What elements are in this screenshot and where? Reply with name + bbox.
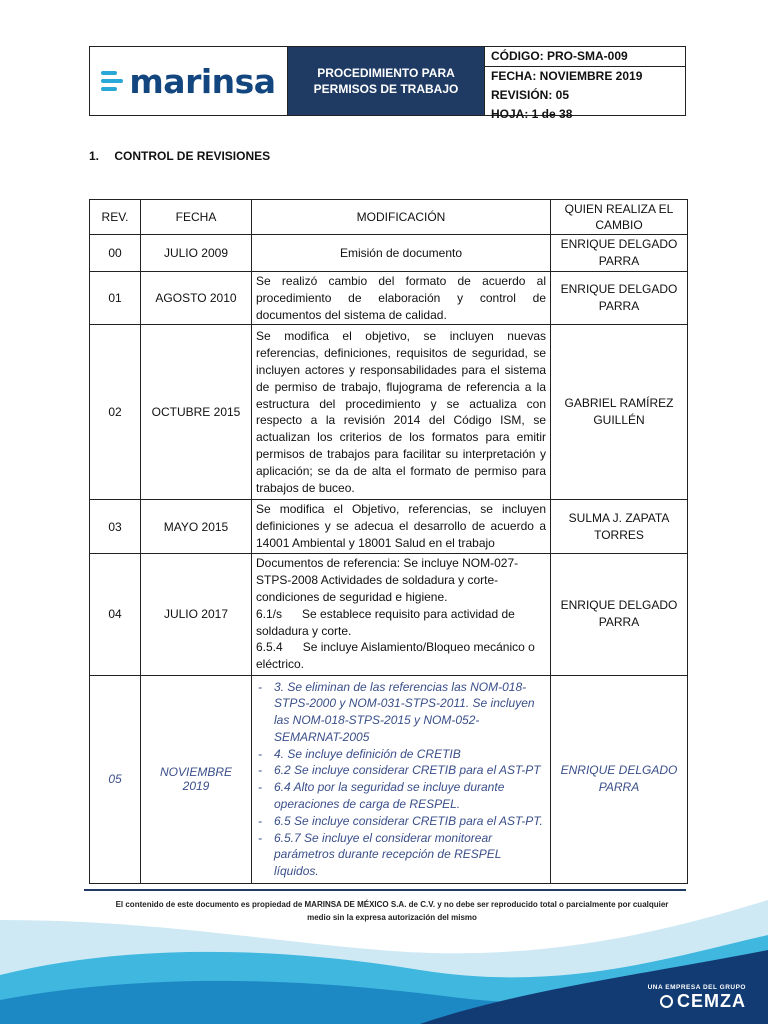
cell-author: GABRIEL RAMÍREZ GUILLÉN	[551, 325, 688, 500]
modification-line: 6.5.4 Se incluye Aislamiento/Bloqueo mecánico o eléctrico.	[256, 640, 539, 672]
header-modification: MODIFICACIÓN	[252, 200, 551, 235]
disclaimer-line-2: medio sin la expresa autorización del mismo	[307, 913, 477, 922]
cell-date: JULIO 2009	[141, 235, 252, 272]
brand-logo	[648, 991, 746, 1012]
cell-rev: 04	[90, 553, 141, 675]
cell-rev: 03	[90, 500, 141, 553]
table-row	[90, 553, 688, 675]
list-item: - 6.2 Se incluye considerar CRETIB para el AST-PT	[274, 762, 546, 779]
list-item: - 3. Se eliminan de las referencias las NOM-018-STPS-2000 y NOM-031-STPS-2011. Se incluyen las NOM-018-STPS-2015 y NOM-052-SEMARNAT-2005	[274, 679, 546, 746]
table-row	[90, 325, 688, 500]
brand-name: CEMZA	[677, 991, 746, 1011]
disclaimer-line-1: El contenido de este documento es propiedad de MARINSA DE MÉXICO S.A. de C.V. y no debe ser reproducido total o parcialmente por cualquier	[115, 900, 669, 909]
document-header	[89, 46, 686, 121]
document-sheet: HOJA: 1 de 38	[491, 107, 573, 121]
document-title	[288, 47, 485, 115]
logo-text: marinsa	[129, 61, 276, 101]
list-item: - 6.4 Alto por la seguridad se incluye durante operaciones de carga de RESPEL.	[274, 779, 546, 813]
table-row	[90, 675, 688, 883]
cell-modification	[252, 553, 551, 675]
list-item: - 6.5 Se incluye considerar CRETIB para el AST-PT.	[274, 813, 546, 830]
cell-date: NOVIEMBRE 2019	[141, 675, 252, 883]
list-item: - 6.5.7 Se incluye el considerar monitorear parámetros durante recepción de RESPEL líquidos.	[274, 830, 546, 880]
cell-date: JULIO 2017	[141, 553, 252, 675]
title-line-1: PROCEDIMIENTO PARA	[317, 66, 455, 80]
company-logo	[90, 47, 288, 115]
modification-line: 6.1/s Se establece requisito para actividad de soldadura y corte.	[256, 606, 519, 638]
cell-rev: 02	[90, 325, 141, 500]
cell-modification: Se modifica el Objetivo, referencias, se incluyen definiciones y se adecua el desarrollo de acuerdo a 14001 Ambiental y 18001 Salud en el trabajo	[252, 500, 551, 553]
brand-tagline: UNA EMPRESA DEL GRUPO	[647, 984, 746, 991]
document-meta	[485, 47, 685, 121]
cell-author: SULMA J. ZAPATA TORRES	[551, 500, 688, 553]
cell-date: OCTUBRE 2015	[141, 325, 252, 500]
change-list	[256, 679, 546, 881]
document-revision: REVISIÓN: 05	[491, 88, 570, 102]
footer-disclaimer	[84, 898, 700, 924]
document-date: FECHA: NOVIEMBRE 2019	[491, 69, 643, 83]
cell-author: ENRIQUE DELGADO PARRA	[551, 553, 688, 675]
table-row	[90, 500, 688, 553]
cell-author: ENRIQUE DELGADO PARRA	[551, 272, 688, 325]
list-item: - 4. Se incluye definición de CRETIB	[274, 746, 546, 763]
logo-mark-icon	[101, 71, 123, 91]
cell-author: ENRIQUE DELGADO PARRA	[551, 675, 688, 883]
footer-divider	[84, 889, 686, 891]
title-line-2: PERMISOS DE TRABAJO	[313, 82, 459, 96]
table-row	[90, 235, 688, 272]
modification-line: Documentos de referencia: Se incluye NOM-027-STPS-2008 Actividades de soldadura y corte-condiciones de seguridad e higiene.	[256, 556, 519, 605]
cell-date: MAYO 2015	[141, 500, 252, 553]
cell-rev: 00	[90, 235, 141, 272]
cell-rev: 05	[90, 675, 141, 883]
header-author: QUIEN REALIZA EL CAMBIO	[551, 200, 688, 235]
cell-date: AGOSTO 2010	[141, 272, 252, 325]
document-code: CÓDIGO: PRO-SMA-009	[485, 47, 685, 67]
cell-modification: Emisión de documento	[252, 235, 551, 272]
cell-rev: 01	[90, 272, 141, 325]
section-number: 1.	[89, 149, 100, 163]
cell-modification	[252, 675, 551, 883]
group-brand	[648, 984, 746, 1012]
table-header-row	[90, 200, 688, 235]
cell-author: ENRIQUE DELGADO PARRA	[551, 235, 688, 272]
table-row	[90, 272, 688, 325]
cell-modification: Se modifica el objetivo, se incluyen nuevas referencias, definiciones, requisitos de seguridad, se incluyen actores y responsabilidades para el sistema de permiso de trabajo, flujograma de referencia a la estructura del procedimiento y se actualiza con respecto a la revisión 2014 del Código ISM, se actualizan los criterios de los formatos para emitir permisos de trabajos para facilitar su interpretación y aplicación; se da de alta el formato de permiso para trabajos de buceo.	[252, 325, 551, 500]
revisions-table	[89, 199, 688, 884]
header-date: FECHA	[141, 200, 252, 235]
section-heading	[89, 149, 270, 163]
header-rev: REV.	[90, 200, 141, 235]
cell-modification: Se realizó cambio del formato de acuerdo al procedimiento de elaboración y control de documentos del sistema de calidad.	[252, 272, 551, 325]
section-title: CONTROL DE REVISIONES	[114, 149, 271, 163]
cemza-ring-icon	[660, 995, 673, 1008]
